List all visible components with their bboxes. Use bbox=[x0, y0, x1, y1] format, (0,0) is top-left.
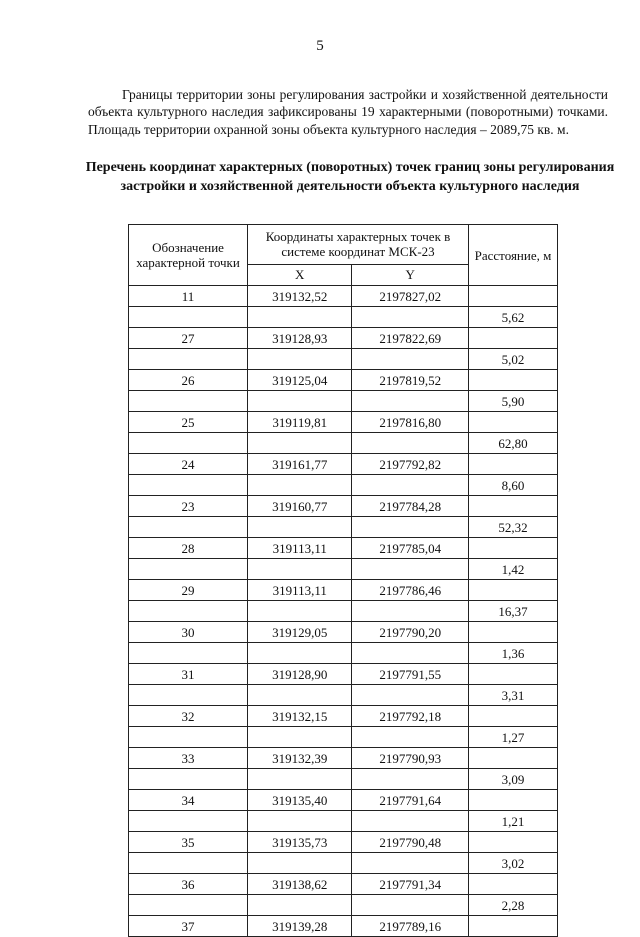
empty-cell bbox=[352, 643, 469, 664]
distance-cell: 1,36 bbox=[469, 643, 558, 664]
x-coordinate-cell: 319132,15 bbox=[248, 706, 352, 727]
empty-cell bbox=[248, 391, 352, 412]
x-coordinate-cell: 319129,05 bbox=[248, 622, 352, 643]
x-coordinate-cell: 319138,62 bbox=[248, 874, 352, 895]
empty-cell bbox=[248, 349, 352, 370]
y-coordinate-cell: 2197791,55 bbox=[352, 664, 469, 685]
empty-cell bbox=[248, 895, 352, 916]
coordinates-table bbox=[128, 224, 558, 937]
y-coordinate-cell: 2197789,16 bbox=[352, 916, 469, 937]
coordinates-table-body bbox=[129, 286, 558, 937]
point-id-cell: 27 bbox=[129, 328, 248, 349]
empty-cell bbox=[352, 307, 469, 328]
y-coordinate-cell: 2197827,02 bbox=[352, 286, 469, 307]
x-coordinate-cell: 319135,73 bbox=[248, 832, 352, 853]
table-row bbox=[129, 622, 558, 643]
empty-cell bbox=[248, 517, 352, 538]
empty-cell bbox=[129, 475, 248, 496]
empty-cell bbox=[469, 454, 558, 475]
x-coordinate-cell: 319132,39 bbox=[248, 748, 352, 769]
point-id-cell: 35 bbox=[129, 832, 248, 853]
empty-cell bbox=[129, 811, 248, 832]
empty-cell bbox=[352, 601, 469, 622]
table-row bbox=[129, 454, 558, 475]
empty-cell bbox=[248, 769, 352, 790]
table-row bbox=[129, 391, 558, 412]
table-row bbox=[129, 916, 558, 937]
empty-cell bbox=[469, 832, 558, 853]
empty-cell bbox=[469, 622, 558, 643]
empty-cell bbox=[129, 685, 248, 706]
distance-cell: 62,80 bbox=[469, 433, 558, 454]
y-coordinate-cell: 2197790,20 bbox=[352, 622, 469, 643]
table-row bbox=[129, 832, 558, 853]
table-row bbox=[129, 790, 558, 811]
empty-cell bbox=[469, 874, 558, 895]
distance-cell: 2,28 bbox=[469, 895, 558, 916]
table-row bbox=[129, 475, 558, 496]
page-number: 5 bbox=[316, 38, 324, 54]
point-id-cell: 28 bbox=[129, 538, 248, 559]
empty-cell bbox=[129, 727, 248, 748]
table-row bbox=[129, 559, 558, 580]
point-id-cell: 32 bbox=[129, 706, 248, 727]
column-header-distance: Расстояние, м bbox=[469, 225, 558, 286]
table-row bbox=[129, 643, 558, 664]
empty-cell bbox=[352, 769, 469, 790]
table-row bbox=[129, 769, 558, 790]
column-header-coordinates: Координаты характерных точек в системе координат МСК-23 bbox=[248, 225, 469, 265]
distance-cell: 8,60 bbox=[469, 475, 558, 496]
point-id-cell: 31 bbox=[129, 664, 248, 685]
empty-cell bbox=[352, 853, 469, 874]
y-coordinate-cell: 2197784,28 bbox=[352, 496, 469, 517]
empty-cell bbox=[352, 811, 469, 832]
empty-cell bbox=[129, 349, 248, 370]
table-row bbox=[129, 874, 558, 895]
y-coordinate-cell: 2197816,80 bbox=[352, 412, 469, 433]
table-row bbox=[129, 412, 558, 433]
x-coordinate-cell: 319113,11 bbox=[248, 538, 352, 559]
empty-cell bbox=[469, 412, 558, 433]
empty-cell bbox=[248, 853, 352, 874]
empty-cell bbox=[352, 517, 469, 538]
table-row bbox=[129, 496, 558, 517]
empty-cell bbox=[129, 307, 248, 328]
table-row bbox=[129, 328, 558, 349]
table-row bbox=[129, 580, 558, 601]
x-coordinate-cell: 319119,81 bbox=[248, 412, 352, 433]
x-coordinate-cell: 319128,90 bbox=[248, 664, 352, 685]
empty-cell bbox=[352, 685, 469, 706]
empty-cell bbox=[129, 853, 248, 874]
table-row bbox=[129, 349, 558, 370]
empty-cell bbox=[469, 286, 558, 307]
point-id-cell: 33 bbox=[129, 748, 248, 769]
x-coordinate-cell: 319132,52 bbox=[248, 286, 352, 307]
empty-cell bbox=[352, 895, 469, 916]
empty-cell bbox=[352, 475, 469, 496]
point-id-cell: 23 bbox=[129, 496, 248, 517]
empty-cell bbox=[129, 769, 248, 790]
empty-cell bbox=[129, 895, 248, 916]
empty-cell bbox=[248, 475, 352, 496]
empty-cell bbox=[129, 391, 248, 412]
empty-cell bbox=[129, 433, 248, 454]
empty-cell bbox=[248, 643, 352, 664]
empty-cell bbox=[352, 349, 469, 370]
empty-cell bbox=[352, 727, 469, 748]
empty-cell bbox=[469, 748, 558, 769]
table-row bbox=[129, 370, 558, 391]
empty-cell bbox=[129, 517, 248, 538]
empty-cell bbox=[248, 811, 352, 832]
x-coordinate-cell: 319135,40 bbox=[248, 790, 352, 811]
table-heading: Перечень координат характерных (поворотных) точек границ зоны регулирования застройки и хозяйственной деятельности объекта культурного наследия bbox=[85, 160, 615, 194]
table-row bbox=[129, 853, 558, 874]
table-row bbox=[129, 601, 558, 622]
table-row bbox=[129, 895, 558, 916]
distance-cell: 5,62 bbox=[469, 307, 558, 328]
empty-cell bbox=[129, 643, 248, 664]
empty-cell bbox=[129, 601, 248, 622]
intro-paragraph: Границы территории зоны регулирования застройки и хозяйственной деятельности объекта культурного наследия зафиксированы 19 характерными (поворотными) точками. Площадь территории охранной зоны объекта культурного наследия – 2089,75 кв. м. bbox=[88, 86, 608, 137]
table-row bbox=[129, 517, 558, 538]
point-id-cell: 11 bbox=[129, 286, 248, 307]
empty-cell bbox=[469, 370, 558, 391]
distance-cell: 1,21 bbox=[469, 811, 558, 832]
column-header-y: Y bbox=[352, 264, 469, 285]
empty-cell bbox=[469, 706, 558, 727]
point-id-cell: 26 bbox=[129, 370, 248, 391]
table-row bbox=[129, 433, 558, 454]
empty-cell bbox=[352, 433, 469, 454]
point-id-cell: 29 bbox=[129, 580, 248, 601]
y-coordinate-cell: 2197790,93 bbox=[352, 748, 469, 769]
empty-cell bbox=[129, 559, 248, 580]
column-header-x: X bbox=[248, 264, 352, 285]
empty-cell bbox=[469, 580, 558, 601]
column-header-point: Обозначение характерной точки bbox=[129, 225, 248, 286]
x-coordinate-cell: 319128,93 bbox=[248, 328, 352, 349]
empty-cell bbox=[248, 307, 352, 328]
empty-cell bbox=[352, 391, 469, 412]
table-row bbox=[129, 664, 558, 685]
distance-cell: 3,09 bbox=[469, 769, 558, 790]
distance-cell: 3,02 bbox=[469, 853, 558, 874]
empty-cell bbox=[248, 601, 352, 622]
y-coordinate-cell: 2197790,48 bbox=[352, 832, 469, 853]
distance-cell: 5,90 bbox=[469, 391, 558, 412]
y-coordinate-cell: 2197792,18 bbox=[352, 706, 469, 727]
empty-cell bbox=[248, 727, 352, 748]
y-coordinate-cell: 2197819,52 bbox=[352, 370, 469, 391]
empty-cell bbox=[469, 916, 558, 937]
empty-cell bbox=[469, 538, 558, 559]
point-id-cell: 24 bbox=[129, 454, 248, 475]
distance-cell: 1,27 bbox=[469, 727, 558, 748]
y-coordinate-cell: 2197792,82 bbox=[352, 454, 469, 475]
point-id-cell: 37 bbox=[129, 916, 248, 937]
table-row bbox=[129, 811, 558, 832]
y-coordinate-cell: 2197791,64 bbox=[352, 790, 469, 811]
table-row bbox=[129, 538, 558, 559]
distance-cell: 1,42 bbox=[469, 559, 558, 580]
table-row bbox=[129, 748, 558, 769]
point-id-cell: 25 bbox=[129, 412, 248, 433]
empty-cell bbox=[248, 433, 352, 454]
table-row bbox=[129, 706, 558, 727]
y-coordinate-cell: 2197786,46 bbox=[352, 580, 469, 601]
point-id-cell: 34 bbox=[129, 790, 248, 811]
table-row bbox=[129, 286, 558, 307]
y-coordinate-cell: 2197822,69 bbox=[352, 328, 469, 349]
empty-cell bbox=[469, 790, 558, 811]
point-id-cell: 36 bbox=[129, 874, 248, 895]
x-coordinate-cell: 319139,28 bbox=[248, 916, 352, 937]
table-row bbox=[129, 727, 558, 748]
empty-cell bbox=[469, 664, 558, 685]
x-coordinate-cell: 319161,77 bbox=[248, 454, 352, 475]
y-coordinate-cell: 2197791,34 bbox=[352, 874, 469, 895]
distance-cell: 52,32 bbox=[469, 517, 558, 538]
table-row bbox=[129, 685, 558, 706]
distance-cell: 16,37 bbox=[469, 601, 558, 622]
empty-cell bbox=[248, 685, 352, 706]
point-id-cell: 30 bbox=[129, 622, 248, 643]
empty-cell bbox=[469, 328, 558, 349]
empty-cell bbox=[469, 496, 558, 517]
x-coordinate-cell: 319113,11 bbox=[248, 580, 352, 601]
empty-cell bbox=[248, 559, 352, 580]
y-coordinate-cell: 2197785,04 bbox=[352, 538, 469, 559]
table-row bbox=[129, 307, 558, 328]
x-coordinate-cell: 319160,77 bbox=[248, 496, 352, 517]
distance-cell: 3,31 bbox=[469, 685, 558, 706]
x-coordinate-cell: 319125,04 bbox=[248, 370, 352, 391]
distance-cell: 5,02 bbox=[469, 349, 558, 370]
empty-cell bbox=[352, 559, 469, 580]
